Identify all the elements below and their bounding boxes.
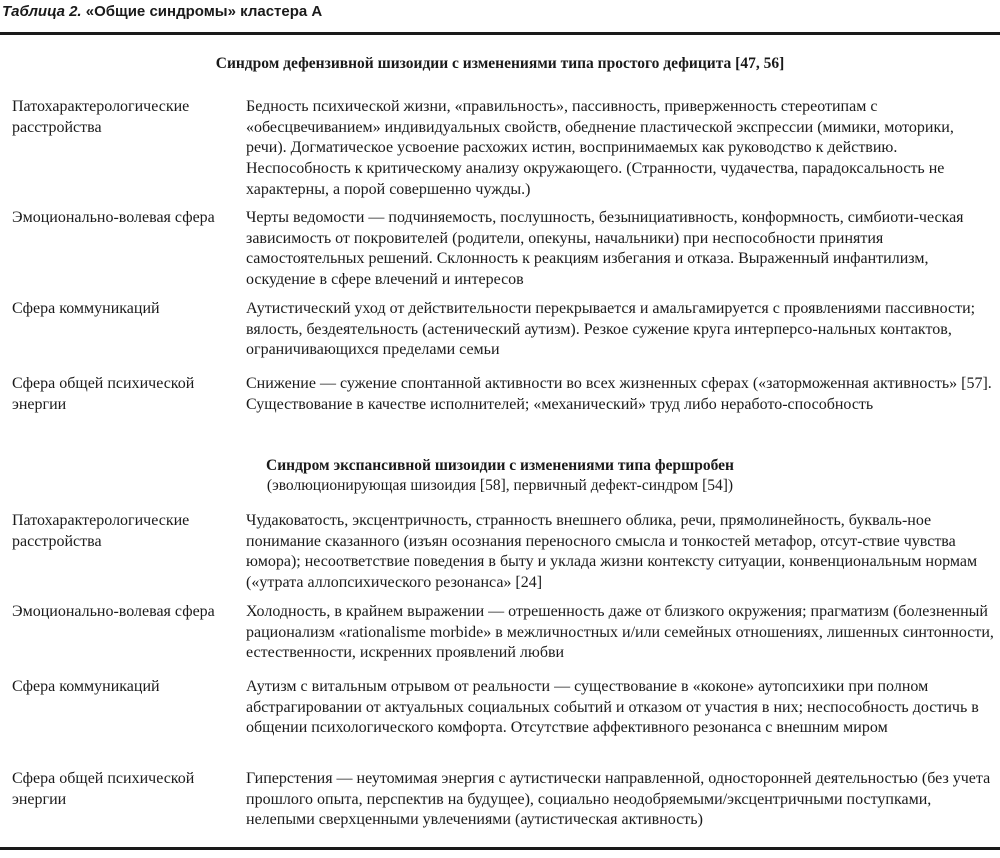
table-caption	[2, 2, 322, 22]
row-description: Бедность психической жизни, «правильность», пассивность, приверженность стереотипам с «обесцвечиванием» индивидуальных свойств, обеднение пластической экспрессии (мимики, моторики, речи). Догматическое усвоение расхожих истин, воспринимаемых как руководство к действию. Неспособность к критическому анализу окружающего. (Странности, чудачества, парадоксальность не характерны, а порой совершенно чужды.)	[246, 98, 954, 198]
section-2-subtitle: (эволюционирующая шизоидия [58], первичный дефект-синдром [54])	[266, 477, 734, 494]
section-1-title-text: Синдром дефензивной шизоидии с изменениями типа простого дефицита [47, 56]	[215, 55, 785, 72]
row-label: Патохарактерологические расстройства	[12, 98, 190, 136]
row-label: Эмоционально-волевая сфера	[12, 603, 215, 620]
row-description: Гиперстения — неутомимая энергия с аутистически направленной, односторонней деятельностью (без учета прошлого опыта, перспектив на будущее), социально неодобряемыми/эксцентричными поступками, нелепыми сверхценными увлечениями (аутистическая активность)	[246, 770, 991, 829]
table-caption-title: «Общие синдромы» кластера А	[85, 3, 323, 20]
row-label: Сфера общей психической энергии	[12, 770, 195, 808]
row-description: Чудаковатость, эксцентричность, странность внешнего облика, речи, прямолинейность, букваль-ное понимание сказанного (изъян осознания переносного смысла и тонкостей метафор, отсут-ствие чувства юмора); несоответствие поведения в быту и уклада жизни контексту ситуации, конвенциональным нормам («утрата аллопсихического резонанса» [24]	[246, 512, 978, 592]
row-label: Сфера коммуникаций	[12, 300, 160, 317]
row-label: Сфера коммуникаций	[12, 678, 160, 695]
section-1-title	[0, 54, 1000, 74]
section-2-title-text: Синдром экспансивной шизоидии с изменениями типа фершробен	[266, 457, 734, 474]
row-description: Черты ведомости — подчиняемость, послушность, безынициативность, конформность, симбиоти-ческая зависимость от покровителей (родители, опекуны, начальники) при неспособности принятия самостоятельных решений. Склонность к реакциям избегания и отказа. Выраженный инфантилизм, оскудение в сфере влечений и интересов	[246, 209, 964, 289]
row-description: Аутистический уход от действительности перекрывается и амальгамируется с проявлениями пассивности; вялость, бездеятельность (астенический аутизм). Резкое сужение круга интерперсо-нальных контактов, ограничивающихся пределами семьи	[246, 300, 976, 359]
row-label: Сфера общей психической энергии	[12, 375, 195, 413]
top-rule	[0, 32, 1000, 35]
row-description: Холодность, в крайнем выражении — отрешенность даже от близкого окружения; прагматизм (болезненный рационализм «rationalisme morbide» в межличностных и/или семейных отношениях, лишенных синтонности, естественности, искренних проявлений любви	[246, 603, 994, 662]
row-label: Эмоционально-волевая сфера	[12, 209, 215, 226]
row-description: Аутизм с витальным отрывом от реальности — существование в «коконе» аутопсихики при полном абстрагировании от актуальных социальных событий и отказом от участия в них; неспособность достичь в общении психологического комфорта. Отсутствие аффективного резонанса с внешним миром	[246, 678, 979, 737]
row-label: Патохарактерологические расстройства	[12, 512, 190, 550]
bottom-rule	[0, 847, 1000, 850]
row-description: Снижение — сужение спонтанной активности во всех жизненных сферах («заторможенная активность» [57]. Существование в качестве исполнителей; «механический» труд либо неработо-способность	[246, 375, 992, 413]
section-2-title	[0, 456, 1000, 496]
table-caption-label: Таблица 2.	[2, 3, 82, 20]
